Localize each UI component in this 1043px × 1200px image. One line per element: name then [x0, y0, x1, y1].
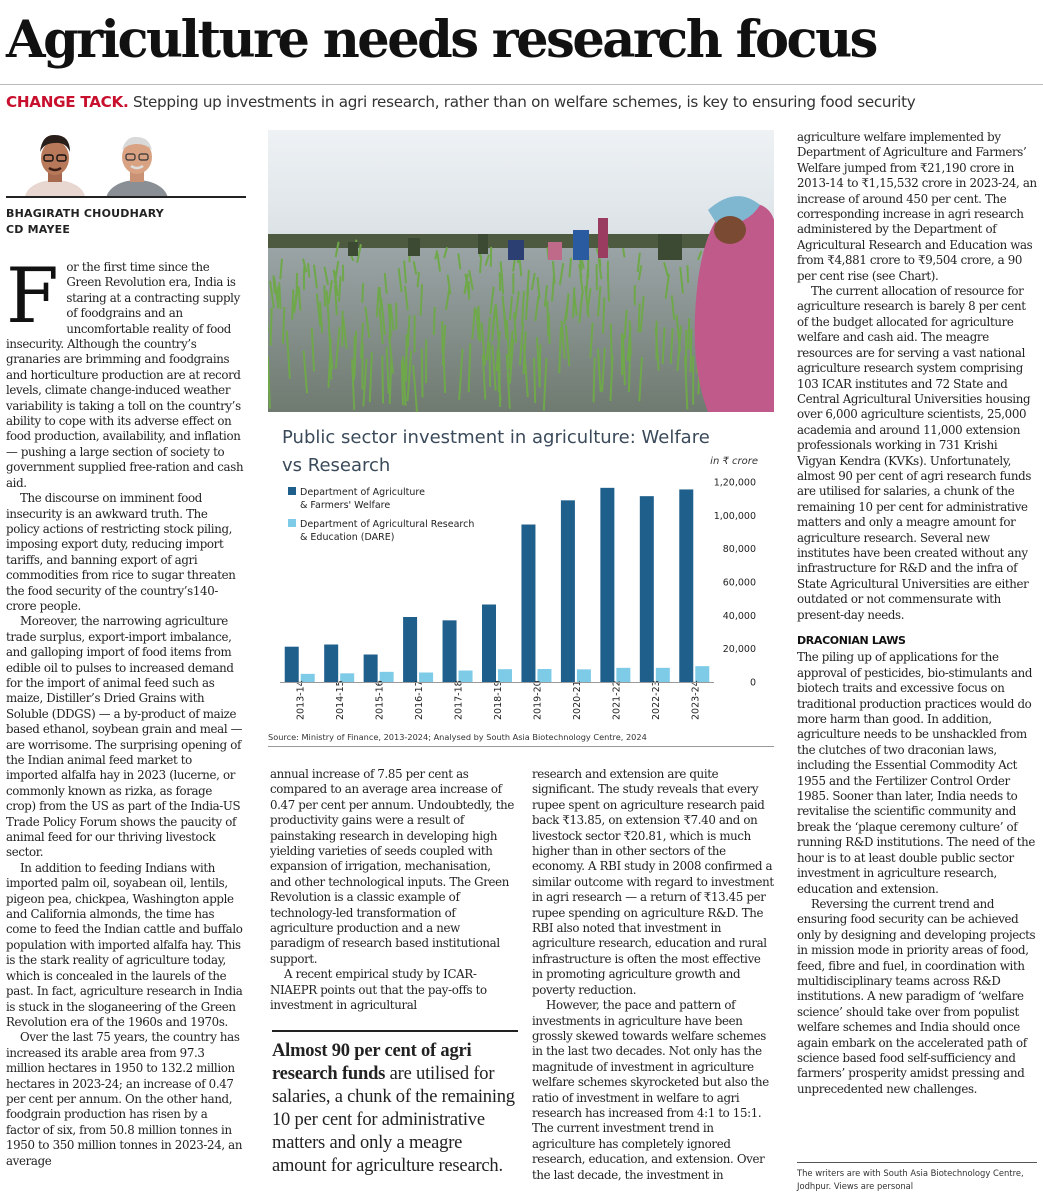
- author-photo-2: [106, 126, 168, 196]
- chart: [268, 418, 774, 750]
- seedling: [382, 355, 383, 403]
- seedling: [292, 289, 293, 319]
- bar-research: [498, 669, 512, 682]
- seedling: [422, 349, 423, 398]
- seedling: [603, 297, 604, 333]
- x-tick-label: 2019-20: [532, 680, 544, 720]
- divider: [0, 84, 1043, 85]
- byline-rule: [6, 196, 246, 198]
- paragraph: A recent empirical study by ICAR-NIAEPR points out that the pay-offs to investment in agricultural: [270, 967, 487, 1013]
- y-tick-label: 80,000: [722, 544, 756, 556]
- x-tick-label: 2021-22: [611, 680, 623, 720]
- subhead: [6, 91, 1041, 113]
- legend-swatch: [288, 519, 296, 527]
- paragraph: The discourse on imminent food insecurity is an awkward truth. The policy actions of restricting stock piling, imposing export duty, reducing import tariffs, and banning export of agri commodities from rice to sugar threaten the food security of the country’s140-crore people.: [6, 491, 236, 613]
- seedling: [688, 318, 689, 349]
- seedling: [308, 263, 309, 277]
- bar-welfare: [364, 655, 378, 683]
- seedling: [687, 265, 688, 283]
- drop-cap: F: [6, 260, 59, 340]
- seedling: [623, 248, 624, 257]
- paragraph: Over the last 75 years, the country has increased its arable area from 97.3 million hectares in 1950 to 132.2 million hectares in 2023-24; an increase of 0.47 per cent per annum. On the other hand, foodgrain production has risen by a factor of six, from 50.8 million tonnes in 1950 to 350 million tonnes in 2023-24, an average: [6, 1030, 243, 1168]
- paragraph: However, the pace and pattern of investments in agriculture have been grossly skewed towards welfare schemes in the last two decades. Not only has the magnitude of investment in agriculture welfare schemes skyrocketed but also the ratio of investment in welfare to agri research has increased from 4:1 to 15:1. The current investment trend in agriculture has completely ignored research, education, and extension. Over the last decade, the investment in: [532, 998, 769, 1182]
- author-name: BHAGIRATH CHOUDHARY: [6, 207, 164, 220]
- section-subhead: DRACONIAN LAWS: [797, 634, 906, 647]
- x-tick-label: 2020-21: [571, 680, 583, 720]
- paragraph: The current allocation of resource for agriculture research is barely 8 per cent of the budget allocated for agriculture welfare and cash aid. The meagre resources are for serving a vast national agriculture research system comprising 103 ICAR institutes and 72 State and Central Agricultural Universities housing over 6,000 agriculture scientists, 25,000 academia and around 11,000 extension professionals working in 731 Krishi Vigyan Kendra (KVKs). Unfortunately, almost 90 per cent of agri research funds are utilised for salaries, a chunk of the remaining 10 per cent for administrative matters and only a meagre amount for agriculture research. Several new institutes have been created without any infrastructure for R&D and the infra of State Agricultural Universities are either outdated or not commensurate with present-day needs.: [797, 284, 1032, 622]
- seedling: [480, 255, 481, 273]
- divider: [268, 746, 774, 747]
- pullquote-rule: [272, 1030, 518, 1032]
- chart-title: Public sector investment in agriculture: Welfare vs Research: [282, 427, 710, 476]
- seedling: [611, 324, 612, 369]
- bar-welfare: [324, 645, 338, 683]
- bar-welfare: [640, 496, 654, 682]
- paragraph: In addition to feeding Indians with imported palm oil, soyabean oil, lentils, pigeon pea, chickpea, Washington apple and California almonds, the time has come to feed the Indian cattle and buffalo population with imported alfalfa hay. This is the stark reality of agriculture today, which is concealed in the laurels of the past. In fact, agriculture research in India is stuck in the sloganeering of the Green Revolution era of the 1960s and 1970s.: [6, 860, 243, 1029]
- seedling: [691, 329, 692, 372]
- photo-farmers-paddy-field: [268, 130, 774, 412]
- bar-welfare: [403, 617, 417, 682]
- seedling: [573, 287, 574, 318]
- pullquote: [272, 1040, 518, 1178]
- bar-welfare: [482, 605, 496, 683]
- divider: [797, 1162, 1037, 1163]
- bar-welfare: [285, 647, 299, 682]
- paragraph: annual increase of 7.85 per cent as compared to an average area increase of 0.47 per cent per annum. Undoubtedly, the productivity gains were a result of painstaking research in developing high yielding varieties of seeds coupled with expansion of irrigation, mechanisation, and other technological inputs. The Green Revolution is a classic example of technology-led transformation of agriculture production and a new paradigm of research based institutional support.: [270, 767, 514, 966]
- bar-research: [695, 666, 709, 682]
- seedling: [434, 307, 435, 335]
- seedling: [534, 358, 535, 403]
- bar-research: [656, 668, 670, 682]
- subhead-kicker: CHANGE TACK.: [6, 93, 129, 111]
- legend-swatch: [288, 487, 296, 495]
- author-photo-1: [24, 126, 86, 196]
- y-tick-label: 1,20,000: [713, 477, 756, 489]
- paragraph: agriculture welfare implemented by Department of Agriculture and Farmers’ Welfare jumped from ₹21,190 crore in 2013-14 to ₹1,15,532 crore in 2023-24, an increase of around 450 per cent. The corresponding increase in agri research administered by the Department of Agricultural Research and Education was from ₹4,881 crore to ₹9,504 crore, a 90 per cent rise (see Chart).: [797, 130, 1037, 283]
- x-tick-label: 2018-19: [493, 680, 504, 720]
- seedling: [324, 285, 325, 306]
- x-tick-label: 2023-24: [690, 680, 702, 720]
- seedling: [594, 357, 595, 402]
- bar-welfare: [561, 500, 575, 682]
- y-tick-label: 60,000: [722, 577, 756, 589]
- legend-label: & Farmers' Welfare: [300, 500, 391, 511]
- x-tick-label: 2013-14: [295, 680, 307, 720]
- legend-label: Department of Agricultural Research: [300, 519, 475, 530]
- seedling: [608, 275, 609, 302]
- author-name: CD MAYEE: [6, 223, 71, 236]
- article-column-2: [270, 767, 514, 1037]
- bar-research: [616, 668, 630, 682]
- article-column-4: [797, 130, 1037, 1160]
- bar-welfare: [521, 525, 535, 683]
- headline: Agriculture needs research focus: [6, 10, 876, 70]
- author-note: The writers are with South Asia Biotechnology Centre, Jodhpur. Views are personal: [797, 1168, 1024, 1191]
- seedling: [500, 273, 501, 292]
- seedling: [273, 275, 274, 293]
- seedling: [540, 345, 541, 388]
- legend-label: Department of Agriculture: [300, 487, 425, 498]
- bar-research: [459, 671, 473, 683]
- subhead-text: Stepping up investments in agri research, rather than on welfare schemes, is key to ensuring food security: [128, 93, 916, 111]
- bar-welfare: [443, 620, 457, 682]
- paragraph: research and extension are quite significant. The study reveals that every rupee spent on agriculture research paid back ₹13.85, on extension ₹7.40 and on livestock sector ₹20.81, which is much higher than in other sectors of the economy. A RBI study in 2008 confirmed a similar outcome with regard to investment in agri research — a return of ₹13.45 per rupee spending on agriculture R&D. The RBI also noted that investment in agriculture research, education and rural infrastructure is often the most effective in promoting agriculture growth and poverty reduction.: [532, 767, 774, 997]
- x-tick-label: 2022-23: [650, 680, 662, 720]
- y-tick-label: 40,000: [722, 610, 756, 622]
- y-tick-label: 0: [749, 677, 756, 689]
- bar-welfare: [679, 489, 693, 682]
- x-tick-label: 2017-18: [453, 680, 465, 720]
- bar-research: [537, 669, 551, 682]
- seedling: [587, 268, 588, 292]
- x-tick-label: 2015-16: [374, 680, 386, 720]
- legend-label: & Education (DARE): [300, 532, 395, 543]
- author-portraits: [6, 122, 246, 196]
- seedling: [279, 282, 280, 309]
- bar-welfare: [600, 488, 614, 682]
- seedling: [418, 272, 419, 287]
- paragraph: The piling up of applications for the approval of pesticides, bio-stimulants and biotech traits and excessive focus on traditional production practices would do more harm than good. In addition, agriculture needs to be unshackled from the clutches of two draconian laws, including the Essential Commodity Act 1955 and the Fertilizer Control Order 1985. Sooner than later, India needs to revitalise the scientific community and break the ‘plaque ceremony culture’ of running R&D institutions. The need of the hour is to at least double public sector investment in agriculture research, education and extension.: [797, 650, 1035, 896]
- pullquote-rest: are utilised for salaries, a chunk of the remaining 10 per cent for administrative matters and only a meagre amount for agriculture research.: [272, 1064, 515, 1176]
- pullquote-bold: Almost 90 per cent of agri research funds: [272, 1041, 472, 1084]
- seedling: [547, 301, 548, 336]
- seedling: [639, 303, 640, 332]
- bar-research: [577, 669, 591, 682]
- x-tick-label: 2016-17: [414, 680, 426, 720]
- article-column-1: [6, 260, 244, 1200]
- paragraph: For the first time since the Green Revolution era, India is staring at a contracting supply of foodgrains and an uncomfortable reality of food insecurity. Although the country’s granaries are brimming and foodgrains and horticulture production are at record levels, climate change-induced weather variability is taking a toll on the country’s ability to cope with its adverse effect on food production, availability, and inflation — pushing a large section of society to government supplied free-ration and cash aid.: [6, 260, 244, 490]
- byline: [6, 206, 164, 238]
- y-tick-label: 1,00,000: [713, 510, 756, 522]
- seedling: [271, 308, 272, 346]
- x-tick-label: 2014-15: [335, 680, 347, 720]
- paragraph: Reversing the current trend and ensuring food security can be achieved only by designing and developing projects in mission mode in priority areas of food, feed, fibre and fuel, in coordination with multidisciplinary teams across R&D institutions. A new paradigm of ‘welfare science’ should take over from populist welfare schemes and India should once again embark on the accelerated path of science based food self-sufficiency and farmers’ prosperity amidst pressing and unprecedented new challenges.: [797, 896, 1036, 1096]
- paragraph: Moreover, the narrowing agriculture trade surplus, export-import imbalance, and galloping import of food items from edible oil to pulses to increased demand for the import of animal feed such as maize, Distiller’s Dried Grains with Soluble (DDGS) — a by-product of maize based ethanol, soybean grain and meal — are worrisome. The surprising opening of the Indian animal feed market to imported alfalfa hay in 2023 (lucerne, or commonly known as rizka, as forage crop) from the US as part of the India-US Trade Policy Forum shows the paucity of animal feed for our thriving livestock sector.: [6, 614, 243, 860]
- seedling: [362, 283, 363, 302]
- chart-unit: in ₹ crore: [710, 456, 758, 467]
- y-tick-label: 20,000: [722, 644, 756, 656]
- article-column-3: [532, 767, 774, 1200]
- chart-source: Source: Ministry of Finance, 2013-2024; Analysed by South Asia Biotechnology Centre, 2024: [268, 732, 647, 742]
